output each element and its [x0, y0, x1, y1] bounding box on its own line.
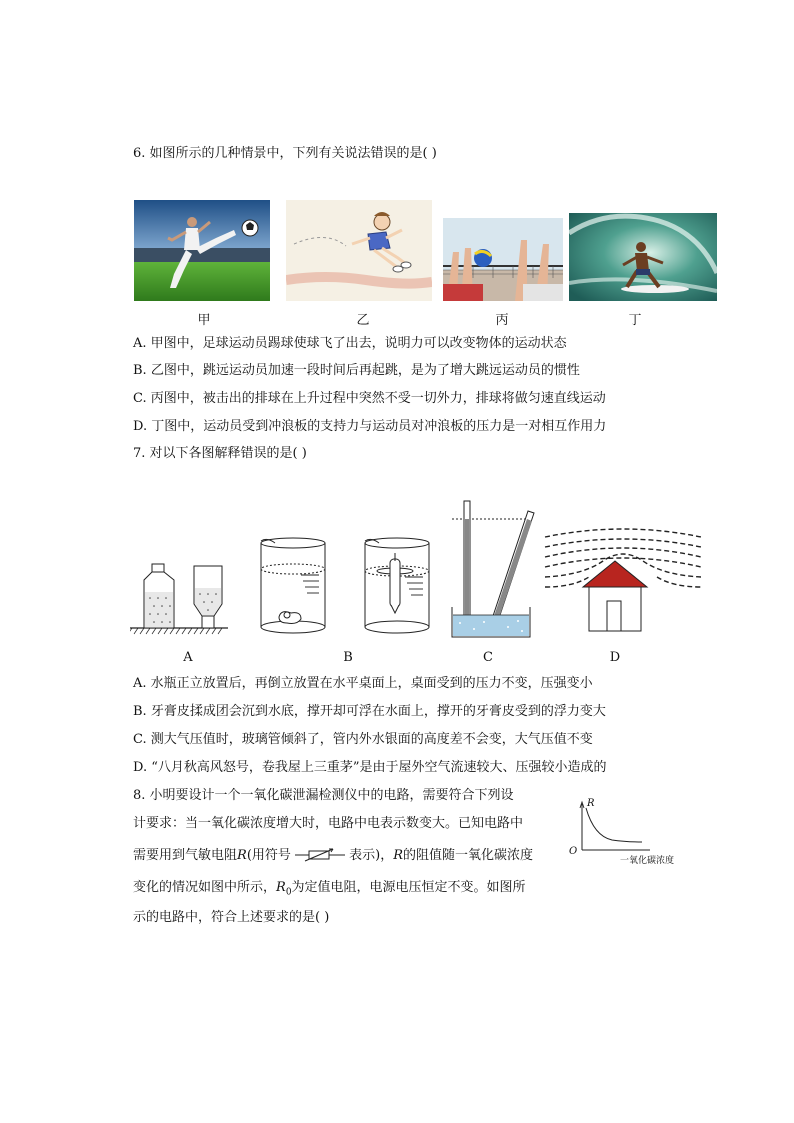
q6-stem: 6. 如图所示的几种情景中，下列有关说法错误的是( ) [133, 146, 437, 161]
q6-option-a: A. 甲图中，足球运动员踢球使球飞了出去，说明力可以改变物体的运动状态 [133, 336, 567, 351]
graph-y-label: R [587, 798, 595, 809]
gas-sensor-resistor-symbol-icon [295, 847, 345, 863]
q8-line3 [133, 846, 533, 866]
q8-line4-part-b: 为定值电阻，电源电压恒定不变。如图所 [291, 880, 526, 895]
q8-line5: 示的电路中，符合上述要求的是( ) [133, 910, 330, 925]
photo-long-jump [286, 200, 432, 301]
photo-surfing [569, 213, 717, 301]
figure-c-barometer [450, 497, 540, 642]
graph-x-label: 一氧化碳浓度 [620, 856, 675, 866]
symbol-r-2: R [393, 848, 404, 863]
q7-option-d: D. “八月秋高风怒号，卷我屋上三重茅”是由于屋外空气流速较大、压强较小造成的 [133, 760, 607, 775]
photo-volleyball [443, 218, 563, 301]
figure-d-house-wind [543, 527, 703, 637]
q8-line4 [133, 878, 526, 903]
figure-a-label: A [183, 650, 193, 665]
symbol-r0: R [276, 880, 286, 895]
q8-line4-part-a: 变化的情况如图中所示， [133, 880, 277, 895]
caption-yi: 乙 [356, 313, 370, 328]
caption-jia: 甲 [197, 313, 211, 328]
q8-line3-part-c: 表示)， [349, 848, 394, 863]
photo-soccer [134, 200, 270, 301]
q6-option-d: D. 丁图中，运动员受到冲浪板的支持力与运动员对冲浪板的压力是一对相互作用力 [133, 419, 607, 434]
figure-b-beakers [257, 537, 437, 637]
figure-b-label: B [343, 650, 353, 665]
figure-d-label: D [609, 650, 621, 665]
figure-c-label: C [483, 650, 493, 665]
q8-line1: 8. 小明要设计一个一氧化碳泄漏检测仪中的电路，需要符合下列设 [133, 788, 514, 803]
symbol-r: R [237, 848, 247, 863]
q7-option-c: C. 测大气压值时，玻璃管倾斜了，管内外水银面的高度差不会变，大气压值不变 [133, 732, 593, 747]
caption-ding: 丁 [628, 313, 642, 328]
caption-bing: 丙 [495, 313, 509, 328]
q8-line3-part-a: 需要用到气敏电阻 [133, 848, 238, 863]
q6-option-b: B. 乙图中，跳远运动员加速一段时间后再起跳，是为了增大跳远运动员的惯性 [133, 363, 580, 378]
symbol-r0-subscript: 0 [285, 887, 292, 898]
q8-line2: 计要求：当一氧化碳浓度增大时，电路中电表示数变大。已知电路中 [133, 816, 524, 831]
q6-option-c: C. 丙图中，被击出的排球在上升过程中突然不受一切外力，排球将做匀速直线运动 [133, 391, 606, 406]
q8-line3-part-d: 的阻值随一氧化碳浓度 [403, 848, 534, 863]
q7-stem: 7. 对以下各图解释错误的是( ) [133, 446, 307, 461]
figure-a-bottles [130, 558, 230, 638]
q8-line3-part-b: (用符号 [246, 848, 291, 863]
graph-origin-label: O [569, 846, 578, 857]
q7-option-b: B. 牙膏皮揉成团会沉到水底，撑开却可浮在水面上，撑开的牙膏皮受到的浮力变大 [133, 704, 606, 719]
q7-option-a: A. 水瓶正立放置后，再倒立放置在水平桌面上，桌面受到的压力不变，压强变小 [133, 676, 593, 691]
